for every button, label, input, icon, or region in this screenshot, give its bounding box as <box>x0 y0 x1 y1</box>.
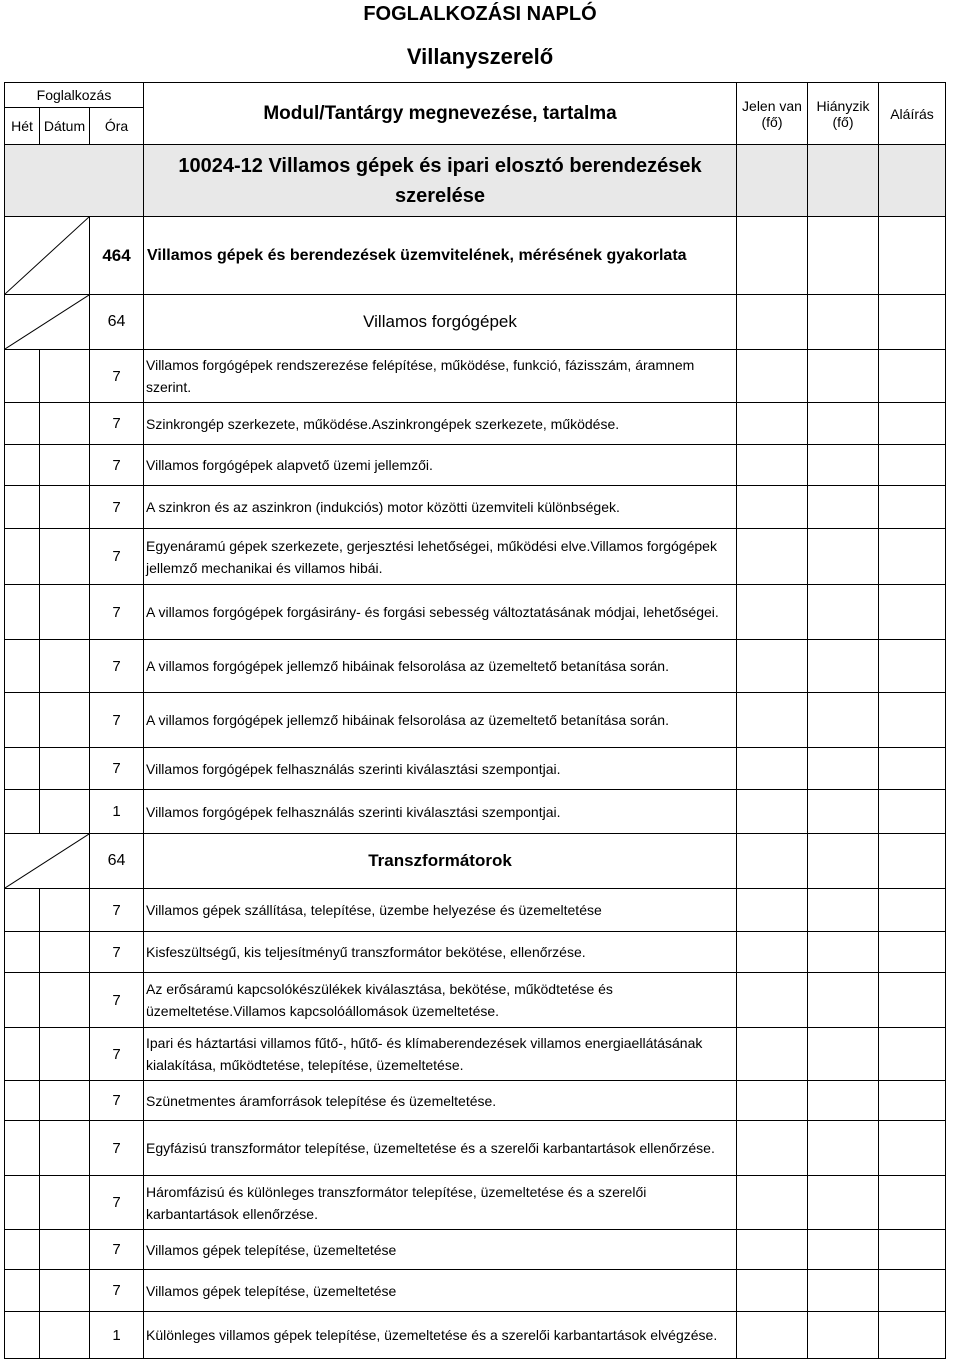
lesson-text: Villamos forgógépek alapvető üzemi jellemzői. <box>144 445 737 486</box>
lesson-hours: 7 <box>90 1028 144 1081</box>
table-row <box>5 973 946 1028</box>
lesson-hours: 7 <box>90 486 144 529</box>
lesson-hours: 7 <box>90 529 144 585</box>
table-row <box>5 350 946 403</box>
table-row <box>5 1270 946 1312</box>
lesson-hours: 7 <box>90 973 144 1028</box>
lesson-text: Villamos forgógépek felhasználás szerinti kiválasztási szempontjai. <box>144 790 737 834</box>
table-row <box>5 585 946 640</box>
lesson-hours: 7 <box>90 1230 144 1270</box>
lesson-text: Villamos forgógépek felhasználás szerinti kiválasztási szempontjai. <box>144 748 737 790</box>
lesson-hours: 7 <box>90 693 144 748</box>
lesson-hours: 7 <box>90 1081 144 1121</box>
lesson-text: A villamos forgógépek jellemző hibáinak felsorolása az üzemeltető betanítása során. <box>144 640 737 693</box>
lesson-text: Villamos gépek szállítása, telepítése, üzembe helyezése és üzemeltetése <box>144 889 737 932</box>
lesson-hours: 7 <box>90 1176 144 1230</box>
table-row <box>5 1176 946 1230</box>
lesson-text: Kisfeszültségű, kis teljesítményű transzformátor bekötése, ellenőrzése. <box>144 932 737 973</box>
lesson-hours: 7 <box>90 640 144 693</box>
lesson-text: Az erősáramú kapcsolókészülékek kiválasztása, bekötése, működtetése és üzemeltetése.Villamos kapcsolóállomások üzemeltetése. <box>144 973 737 1028</box>
header-modul: Modul/Tantárgy megnevezése, tartalma <box>144 83 737 145</box>
header-hianyzik: Hiányzik (fő) <box>808 83 879 145</box>
header-jelen: Jelen van (fő) <box>737 83 808 145</box>
lesson-text: Ipari és háztartási villamos fűtő-, hűtő- és klímaberendezések villamos energiaellátásának kialakítása, működtetése, telepítése, üzemeltetése. <box>144 1028 737 1081</box>
lesson-hours: 7 <box>90 1121 144 1176</box>
table-row <box>5 693 946 748</box>
lesson-hours: 7 <box>90 445 144 486</box>
lesson-text: Különleges villamos gépek telepítése, üzemeltetése és a szerelői karbantartások elvégzése. <box>144 1312 737 1359</box>
table-row <box>5 1028 946 1081</box>
lesson-text: Villamos gépek telepítése, üzemeltetése <box>144 1230 737 1270</box>
topic1-hours: 64 <box>90 295 144 350</box>
table-row <box>5 529 946 585</box>
table-row <box>5 1312 946 1359</box>
journal-table <box>4 82 946 1359</box>
topic2-diagonal <box>5 834 90 889</box>
header-ora: Óra <box>90 108 144 145</box>
lesson-hours: 7 <box>90 1270 144 1312</box>
subject-number: 464 <box>90 217 144 295</box>
table-row <box>5 1121 946 1176</box>
lesson-text: Villamos gépek telepítése, üzemeltetése <box>144 1270 737 1312</box>
table-row <box>5 932 946 973</box>
lesson-hours: 7 <box>90 932 144 973</box>
lesson-text: Egyfázisú transzformátor telepítése, üzemeltetése és a szerelői karbantartások ellenőrzése. <box>144 1121 737 1176</box>
table-row <box>5 790 946 834</box>
lesson-text: Szünetmentes áramforrások telepítése és üzemeltetése. <box>144 1081 737 1121</box>
page-title: FOGLALKOZÁSI NAPLÓ <box>363 3 597 25</box>
header-het: Hét <box>5 108 40 145</box>
topic1-diagonal <box>5 295 90 350</box>
header-alairas: Aláírás <box>879 83 946 145</box>
lesson-text: Villamos forgógépek rendszerezése felépítése, működése, funkció, fázisszám, áramnem szerint. <box>144 350 737 403</box>
module-title: 10024-12 Villamos gépek és ipari elosztó berendezések szerelése <box>144 145 737 217</box>
page-subtitle: Villanyszerelő <box>406 44 554 69</box>
table-row <box>5 748 946 790</box>
lesson-hours: 1 <box>90 1312 144 1359</box>
table-row <box>5 1230 946 1270</box>
lesson-text: Szinkrongép szerkezete, működése.Aszinkrongépek szerkezete, működése. <box>144 403 737 445</box>
lesson-text: A villamos forgógépek jellemző hibáinak felsorolása az üzemeltető betanítása során. <box>144 693 737 748</box>
header-datum: Dátum <box>40 108 90 145</box>
lesson-hours: 7 <box>90 748 144 790</box>
topic1-title: Villamos forgógépek <box>144 295 737 350</box>
table-row <box>5 403 946 445</box>
module-blank <box>5 145 144 217</box>
topic2-hours: 64 <box>90 834 144 889</box>
lesson-text: A villamos forgógépek forgásirány- és forgási sebesség változtatásának módjai, lehetőségei. <box>144 585 737 640</box>
topic2-title: Transzformátorok <box>144 834 737 889</box>
lesson-hours: 7 <box>90 403 144 445</box>
table-row <box>5 1081 946 1121</box>
lesson-text: Háromfázisú és különleges transzformátor telepítése, üzemeltetése és a szerelői karbantartások ellenőrzése. <box>144 1176 737 1230</box>
subject-title: Villamos gépek és berendezések üzemvitelének, mérésének gyakorlata <box>144 217 737 295</box>
subject-diagonal <box>5 217 90 295</box>
lesson-text: Egyenáramú gépek szerkezete, gerjesztési lehetőségei, működési elve.Villamos forgógépek jellemző mechanikai és villamos hibái. <box>144 529 737 585</box>
table-row <box>5 640 946 693</box>
lesson-hours: 1 <box>90 790 144 834</box>
lesson-hours: 7 <box>90 585 144 640</box>
lesson-hours: 7 <box>90 350 144 403</box>
lesson-hours: 7 <box>90 889 144 932</box>
table-row <box>5 445 946 486</box>
table-row <box>5 889 946 932</box>
lesson-text: A szinkron és az aszinkron (indukciós) motor közötti üzemviteli különbségek. <box>144 486 737 529</box>
table-row <box>5 486 946 529</box>
header-foglalkozas: Foglalkozás <box>5 83 144 108</box>
